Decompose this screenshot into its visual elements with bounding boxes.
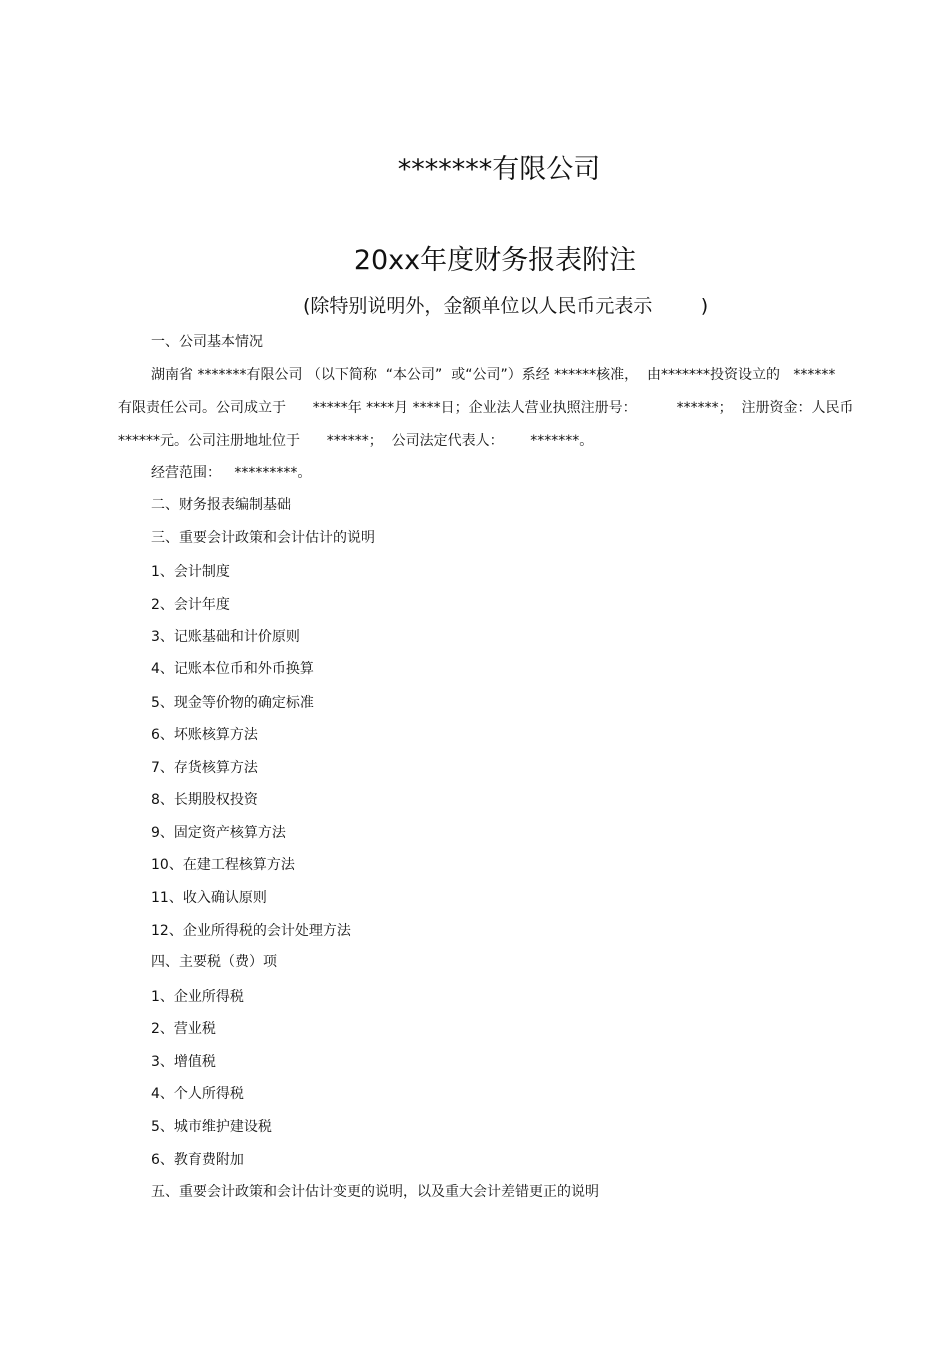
list-item: 5、现金等价物的确定标准 xyxy=(151,695,314,711)
list-item: 8、长期股权投资 xyxy=(151,792,258,808)
report-title: 20xx年度财务报表附注 xyxy=(353,245,637,276)
list-item: 6、坏账核算方法 xyxy=(151,727,258,743)
list-item: 1、企业所得税 xyxy=(151,989,244,1005)
section-heading-2: 二、财务报表编制基础 xyxy=(151,497,291,513)
list-item: 3、记账基础和计价原则 xyxy=(151,629,300,645)
list-item: 4、记账本位币和外币换算 xyxy=(151,661,314,677)
list-item: 2、营业税 xyxy=(151,1021,216,1037)
company-title: *******有限公司 xyxy=(397,154,601,185)
list-item: 12、企业所得税的会计处理方法 xyxy=(151,923,351,939)
section-heading-3: 三、重要会计政策和会计估计的说明 xyxy=(151,530,375,546)
list-item: 9、固定资产核算方法 xyxy=(151,825,286,841)
unit-note: (除特别说明外，金额单位以人民币元表示 ) xyxy=(303,295,709,317)
intro-line-3: ******元。公司注册地址位于 ******； 公司法定代表人： *******。 xyxy=(118,433,594,449)
intro-line-2: 有限责任公司。公司成立于 *****年 ****月 ****日；企业法人营业执照注册号： ******； 注册资金：人民币 xyxy=(118,400,854,416)
list-item: 6、教育费附加 xyxy=(151,1152,244,1168)
list-item: 5、城市维护建设税 xyxy=(151,1119,272,1135)
intro-line-1: 湖南省 *******有限公司 （以下简称 “本公司” 或“公司”）系经 ******核准， 由*******投资设立的 ****** xyxy=(151,367,836,383)
section-heading-4: 四、主要税（费）项 xyxy=(151,954,277,970)
list-item: 7、存货核算方法 xyxy=(151,760,258,776)
list-item: 1、会计制度 xyxy=(151,564,230,580)
list-item: 10、在建工程核算方法 xyxy=(151,857,295,873)
list-item: 4、个人所得税 xyxy=(151,1086,244,1102)
section-heading-1: 一、公司基本情况 xyxy=(151,334,263,350)
business-scope: 经营范围： *********。 xyxy=(151,465,312,481)
section-heading-5: 五、重要会计政策和会计估计变更的说明，以及重大会计差错更正的说明 xyxy=(151,1184,599,1200)
list-item: 3、增值税 xyxy=(151,1054,216,1070)
list-item: 2、会计年度 xyxy=(151,597,230,613)
list-item: 11、收入确认原则 xyxy=(151,890,267,906)
